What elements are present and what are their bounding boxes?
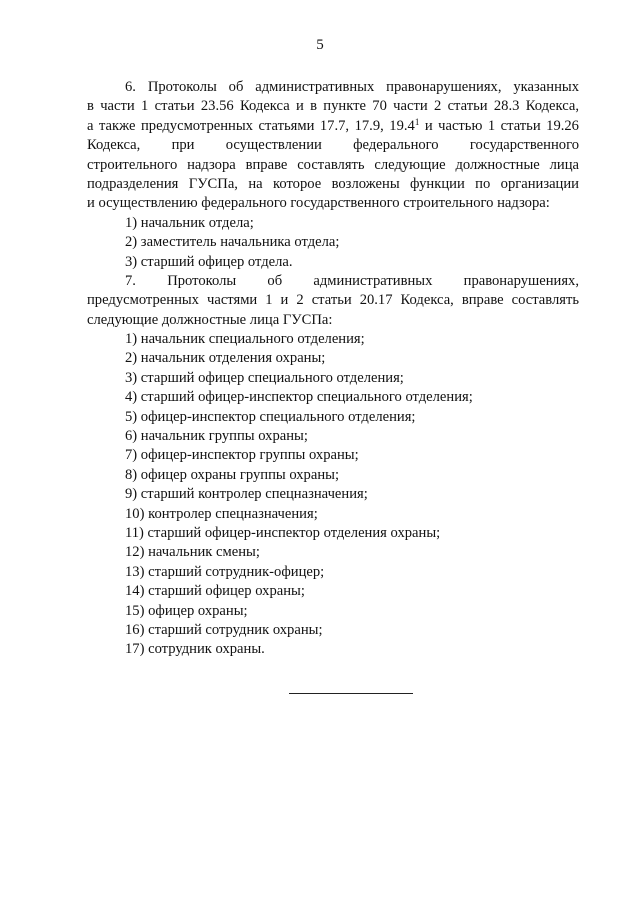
paragraph-6-line-5: строительного надзора вправе составлять следующие должностные лица — [87, 156, 579, 173]
paragraph-6-line-6: подразделения ГУСПа, на которое возложены функции по организации — [87, 175, 579, 192]
list-item: 12) начальник смены; — [125, 544, 260, 561]
end-separator-line — [289, 693, 413, 694]
list-item: 11) старший офицер-инспектор отделения охраны; — [125, 524, 441, 541]
list-item: 5) офицер-инспектор специального отделения; — [125, 408, 416, 425]
list-item: 9) старший контролер спецназначения; — [125, 486, 368, 503]
list-item: 7) офицер-инспектор группы охраны; — [125, 447, 359, 464]
list-item: 3) старший офицер отдела. — [125, 253, 293, 270]
document-body — [87, 78, 579, 660]
list-item: 6) начальник группы охраны; — [125, 428, 308, 445]
paragraph-6-line-3-text: а также предусмотренных статьями 17.7, 17.9, 19.4 — [87, 117, 415, 134]
list-item: 3) старший офицер специального отделения; — [125, 369, 404, 386]
superscript-marker: 1 — [414, 116, 420, 127]
list-item: 14) старший офицер охраны; — [125, 583, 305, 600]
paragraph-7-line-2: предусмотренных частями 1 и 2 статьи 20.17 Кодекса, вправе составлять — [87, 292, 579, 309]
paragraph-7-line-1: 7. Протоколы об административных правонарушениях, — [125, 272, 579, 289]
list-item: 16) старший сотрудник охраны; — [125, 621, 323, 638]
list-item: 15) офицер охраны; — [125, 602, 248, 619]
list-item: 17) сотрудник охраны. — [125, 641, 265, 658]
paragraph-6-line-7: и осуществлению федерального государственного строительного надзора: — [87, 195, 550, 212]
paragraph-6-line-3-tail: и частью 1 статьи 19.26 — [419, 117, 579, 134]
list-item: 1) начальник специального отделения; — [125, 331, 365, 348]
paragraph-7-line-3: следующие должностные лица ГУСПа: — [87, 311, 333, 328]
paragraph-6-line-4: Кодекса, при осуществлении федерального государственного — [87, 137, 579, 154]
paragraph-6-line-2: в части 1 статьи 23.56 Кодекса и в пункте 70 части 2 статьи 28.3 Кодекса, — [87, 98, 579, 115]
page-number: 5 — [316, 37, 324, 53]
list-item: 2) начальник отделения охраны; — [125, 350, 326, 367]
list-item: 1) начальник отдела; — [125, 214, 254, 231]
paragraph-6-line-3 — [87, 117, 579, 136]
list-item: 4) старший офицер-инспектор специального отделения; — [125, 389, 473, 406]
list-item: 2) заместитель начальника отдела; — [125, 234, 340, 251]
list-item: 13) старший сотрудник-офицер; — [125, 563, 325, 580]
list-item: 10) контролер спецназначения; — [125, 505, 318, 522]
list-item: 8) офицер охраны группы охраны; — [125, 466, 340, 483]
paragraph-6-line-1: 6. Протоколы об административных правонарушениях, указанных — [125, 79, 579, 95]
